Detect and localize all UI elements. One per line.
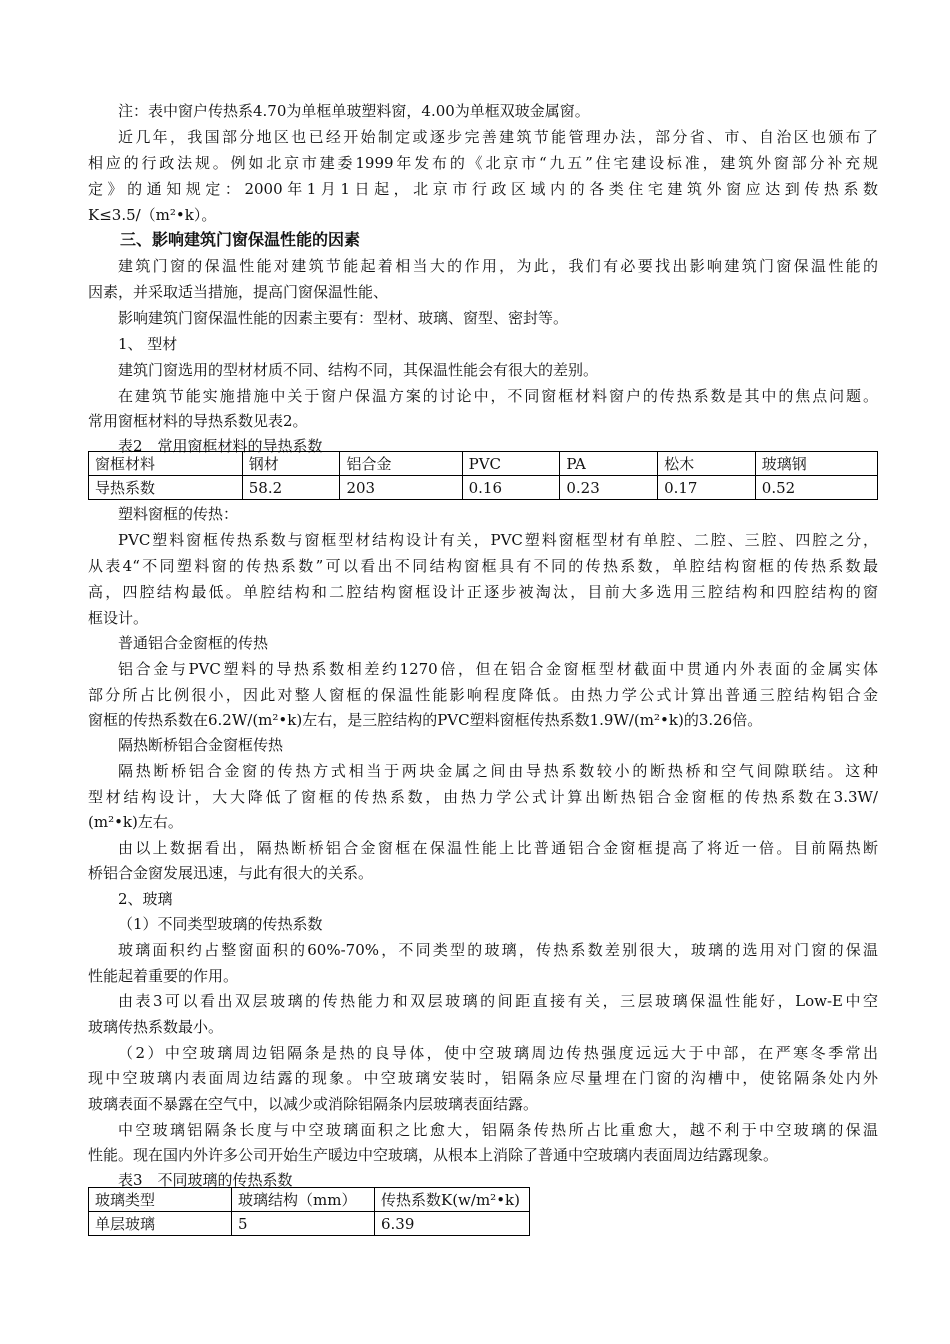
table3-header-row (89, 1188, 530, 1212)
thermal-break-title: 隔热断桥铝合金窗框传热 (118, 736, 284, 754)
pvc-line-1: PVC塑料窗框传热系数与窗框型材结构设计有关，PVC塑料窗框型材有单腔、二腔、三腔、四腔之分， (118, 531, 878, 549)
s3-para2: 影响建筑门窗保温性能的因素主要有：型材、玻璃、窗型、密封等。 (118, 309, 569, 327)
s3-para1-line-1: 建筑门窗的保温性能对建筑节能起着相当大的作用，为此，我们有必要找出影响建筑门窗保温性能的 (118, 257, 878, 275)
s3-para1-line-2: 因素，并采取适当措施，提高门窗保温性能、 (88, 283, 389, 301)
glass-para2-line-2: 玻璃传热系数最小。 (88, 1018, 224, 1036)
table-cell: 传热系数K(w/m²•k) (375, 1188, 530, 1212)
intro-line-4: K≤3.5/（m²•k）。 (88, 206, 217, 224)
subsection-2-title: 2、玻璃 (118, 890, 173, 908)
table3-data-row (89, 1212, 530, 1236)
table3-caption: 表3 不同玻璃的传热系数 (118, 1171, 293, 1189)
section-3-heading: 三、影响建筑门窗保温性能的因素 (120, 230, 361, 249)
table-cell: 5 (232, 1212, 375, 1236)
table-cell: PVC (462, 452, 560, 476)
alu-title: 普通铝合金窗框的传热 (118, 634, 269, 652)
table-cell: 松木 (658, 452, 756, 476)
intro-line-3: 定》的通知规定：2000年1月1日起，北京市行政区域内的各类住宅建筑外窗应达到传热系数 (88, 180, 878, 198)
table-cell: 6.39 (375, 1212, 530, 1236)
table2 (88, 451, 878, 500)
pvc-line-2: 从表4“不同塑料窗的传热系数”可以看出不同结构窗框具有不同的传热系数，单腔结构窗框的传热系数最 (88, 557, 878, 575)
table-cell: 203 (340, 476, 462, 500)
table-cell: 窗框材料 (89, 452, 243, 476)
table-cell: 玻璃结构（mm） (232, 1188, 375, 1212)
table-cell: 0.17 (658, 476, 756, 500)
pvc-line-3: 高，四腔结构最低。单腔结构和二腔结构窗框设计正逐步被淘汰，目前大多选用三腔结构和四腔结构的窗 (88, 583, 878, 601)
pvc-line-4: 框设计。 (88, 609, 149, 627)
subsection-1-title: 1、 型材 (118, 335, 178, 353)
table-cell: 0.16 (462, 476, 560, 500)
intro-line-2: 相应的行政法规。例如北京市建委1999年发布的《北京市“九五”住宅建设标准，建筑外窗部分补充规 (88, 154, 878, 172)
table-cell: PA (560, 452, 658, 476)
thermal-break-line-1: 隔热断桥铝合金窗的传热方式相当于两块金属之间由导热系数较小的断热桥和空气间隙联结。这种 (118, 762, 878, 780)
glass-para4-line-2: 性能。现在国内外许多公司开始生产暖边中空玻璃，从根本上消除了普通中空玻璃内表面周边结露现象。 (88, 1146, 779, 1164)
table-cell: 0.52 (755, 476, 877, 500)
table2-caption: 表2 常用窗框材料的导热系数 (118, 437, 323, 455)
glass-1-title: （1）不同类型玻璃的传热系数 (118, 915, 323, 933)
summary-line-1: 由以上数据看出，隔热断桥铝合金窗框在保温性能上比普通铝合金窗框提高了将近一倍。目前隔热断 (118, 839, 878, 857)
profile-para-2-line-1: 在建筑节能实施措施中关于窗户保温方案的讨论中，不同窗框材料窗户的传热系数是其中的焦点问题。 (118, 387, 878, 405)
summary-line-2: 桥铝合金窗发展迅速，与此有很大的关系。 (88, 864, 374, 882)
table-cell: 玻璃钢 (755, 452, 877, 476)
profile-para-2-line-2: 常用窗框材料的导热系数见表2。 (88, 412, 308, 430)
table-cell: 钢材 (242, 452, 340, 476)
table-cell: 玻璃类型 (89, 1188, 232, 1212)
intro-line-1: 近几年，我国部分地区也已经开始制定或逐步完善建筑节能管理办法，部分省、市、自治区也颁布了 (118, 128, 878, 146)
glass-para3-line-3: 玻璃表面不暴露在空气中，以减少或消除铝隔条内层玻璃表面结露。 (88, 1095, 539, 1113)
alu-line-2: 部分所占比例很小，因此对整人窗框的保温性能影响程度降低。由热力学公式计算出普通三腔结构铝合金 (88, 686, 878, 704)
glass-para1-line-1: 玻璃面积约占整窗面积的60%-70%，不同类型的玻璃，传热系数差别很大，玻璃的选用对门窗的保温 (118, 941, 878, 959)
glass-para3-line-1: （2）中空玻璃周边铝隔条是热的良导体，使中空玻璃周边传热强度远远大于中部，在严寒冬季常出 (118, 1044, 878, 1062)
alu-line-3: 窗框的传热系数在6.2W/(m²•k)左右，是三腔结构的PVC塑料窗框传热系数1.9W/(m²•k)的3.26倍。 (88, 711, 763, 729)
table-cell: 单层玻璃 (89, 1212, 232, 1236)
table-cell: 导热系数 (89, 476, 243, 500)
table-cell: 铝合金 (340, 452, 462, 476)
profile-para-1: 建筑门窗选用的型材材质不同、结构不同，其保温性能会有很大的差别。 (118, 361, 599, 379)
glass-para1-line-2: 性能起着重要的作用。 (88, 967, 239, 985)
thermal-break-line-3: (m²•k)左右。 (88, 813, 183, 831)
glass-para4-line-1: 中空玻璃铝隔条长度与中空玻璃面积之比愈大，铝隔条传热所占比重愈大，越不利于中空玻璃的保温 (118, 1121, 878, 1139)
thermal-break-line-2: 型材结构设计，大大降低了窗框的传热系数，由热力学公式计算出断热铝合金窗框的传热系数在3.3W/ (88, 788, 878, 806)
table2-header-row (89, 452, 878, 476)
table3 (88, 1187, 530, 1236)
pvc-title: 塑料窗框的传热： (118, 505, 239, 523)
table-cell: 58.2 (242, 476, 340, 500)
glass-para2-line-1: 由表3可以看出双层玻璃的传热能力和双层玻璃的间距直接有关，三层玻璃保温性能好，Low-E中空 (118, 992, 878, 1010)
table-cell: 0.23 (560, 476, 658, 500)
note-paragraph: 注：表中窗户传热系4.70为单框单玻塑料窗，4.00为单框双玻金属窗。 (118, 102, 590, 120)
table2-data-row (89, 476, 878, 500)
alu-line-1: 铝合金与PVC塑料的导热系数相差约1270倍，但在铝合金窗框型材截面中贯通内外表面的金属实体 (118, 660, 878, 678)
glass-para3-line-2: 现中空玻璃内表面周边结露的现象。中空玻璃安装时，铝隔条应尽量埋在门窗的沟槽中，使铭隔条处内外 (88, 1069, 878, 1087)
